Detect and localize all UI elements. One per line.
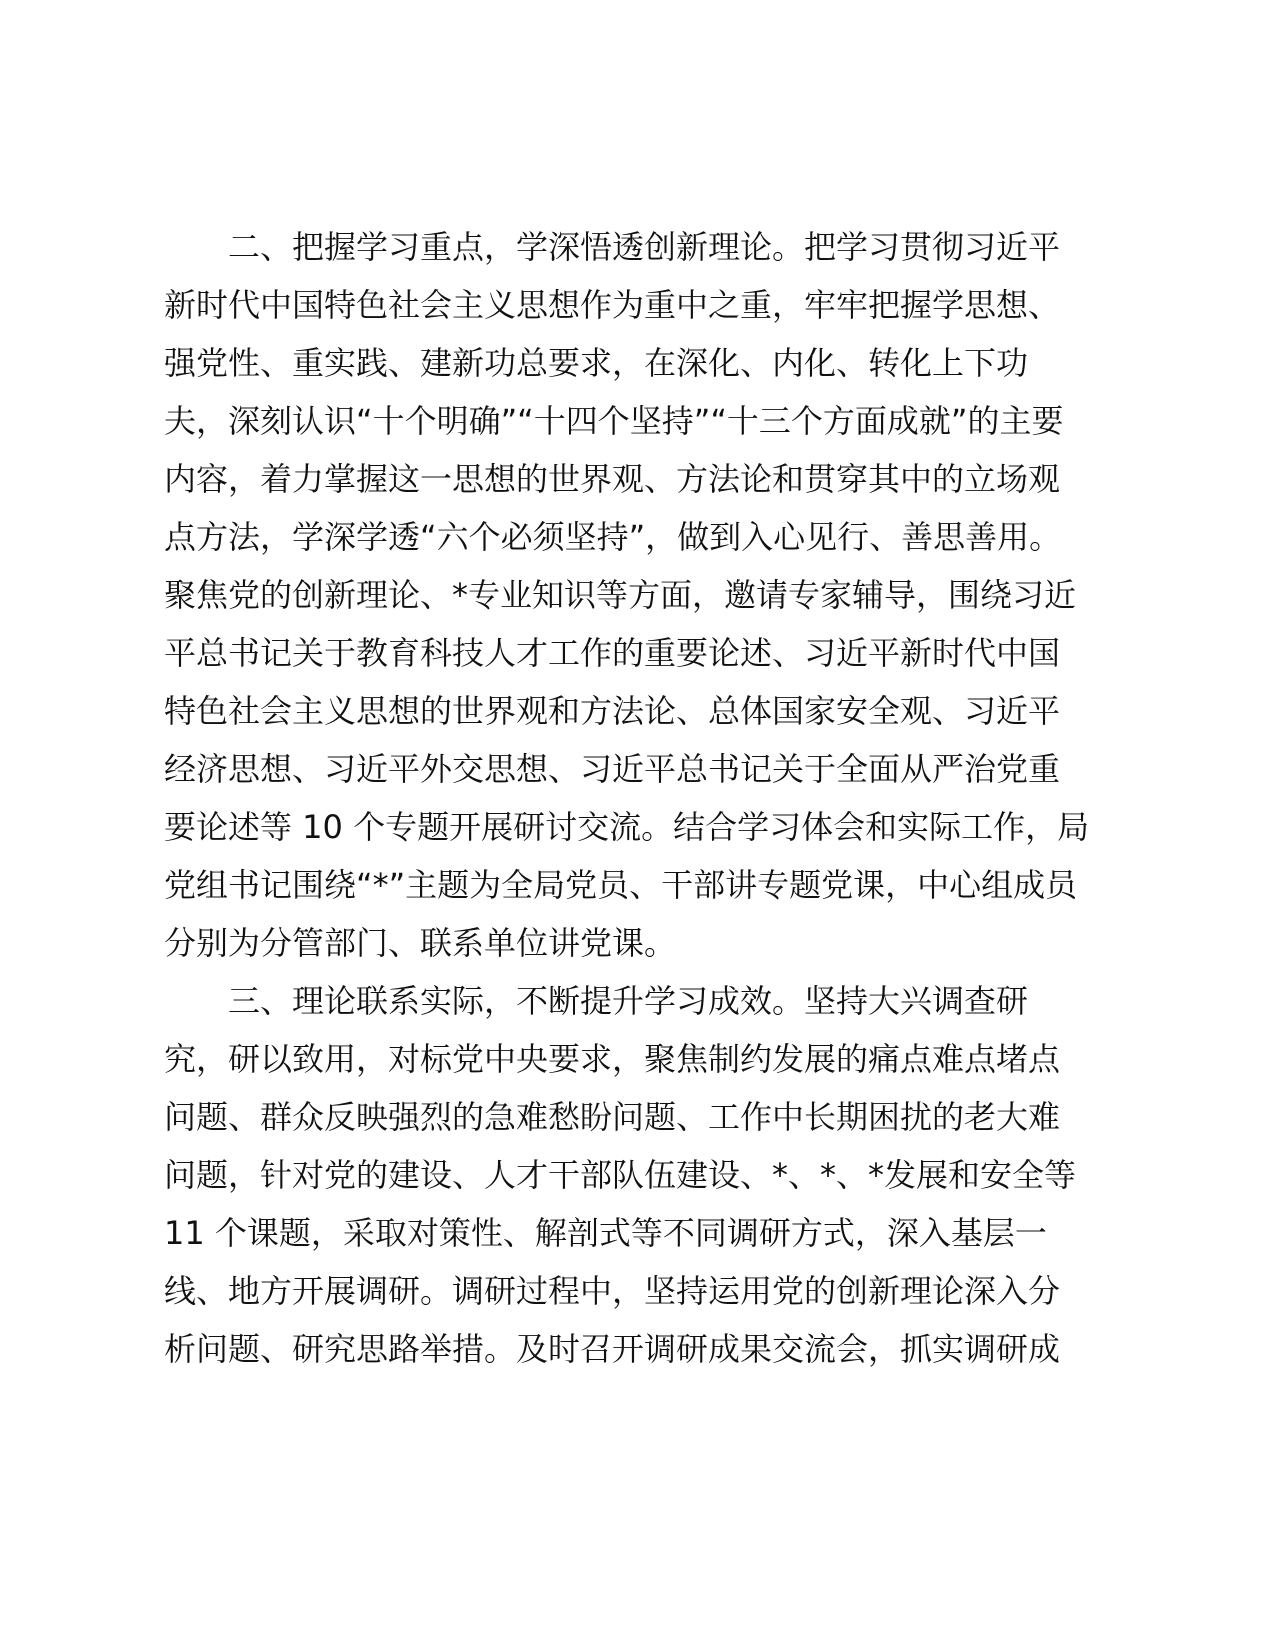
paragraph-line: 平总书记关于教育科技人才工作的重要论述、习近平新时代中国: [164, 634, 1061, 672]
paragraph-line: 析问题、研究思路举措。及时召开调研成果交流会，抓实调研成: [164, 1330, 1061, 1368]
paragraph-line: 问题，针对党的建设、人才干部队伍建设、*、*、*发展和安全等: [164, 1156, 1077, 1194]
paragraph-line: 二、把握学习重点，学深悟透创新理论。把学习贯彻习近平: [228, 228, 1061, 266]
paragraph-line: 究，研以致用，对标党中央要求，聚焦制约发展的痛点难点堵点: [164, 1040, 1061, 1078]
paragraph-line: 经济思想、习近平外交思想、习近平总书记关于全面从严治党重: [164, 750, 1061, 788]
paragraph-line: 分别为分管部门、联系单位讲党课。: [164, 924, 677, 962]
paragraph-line: 三、理论联系实际，不断提升学习成效。坚持大兴调查研: [228, 982, 1029, 1020]
paragraph-line: 特色社会主义思想的世界观和方法论、总体国家安全观、习近平: [164, 692, 1061, 730]
paragraph-line: 问题、群众反映强烈的急难愁盼问题、工作中长期困扰的老大难: [164, 1098, 1061, 1136]
paragraph-study-focus: [164, 218, 1110, 972]
paragraph-line: 强党性、重实践、建新功总要求，在深化、内化、转化上下功: [164, 344, 1029, 382]
paragraph-line: 党组书记围绕“*”主题为全局党员、干部讲专题党课，中心组成员: [164, 866, 1078, 904]
document-body: [164, 218, 1110, 1378]
paragraph-line: 新时代中国特色社会主义思想作为重中之重，牢牢把握学思想、: [164, 286, 1061, 324]
paragraph-line: 内容，着力掌握这一思想的世界观、方法论和贯穿其中的立场观: [164, 460, 1061, 498]
paragraph-line: 夫，深刻认识“十个明确”“十四个坚持”“十三个方面成就”的主要: [164, 402, 1064, 440]
paragraph-line: 11 个课题，采取对策性、解剖式等不同调研方式，深入基层一: [164, 1214, 1047, 1252]
paragraph-line: 点方法，学深学透“六个必须坚持”，做到入心见行、善思善用。: [164, 518, 1062, 556]
paragraph-line: 线、地方开展调研。调研过程中，坚持运用党的创新理论深入分: [164, 1272, 1061, 1310]
paragraph-line: 聚焦党的创新理论、*专业知识等方面，邀请专家辅导，围绕习近: [164, 576, 1077, 614]
paragraph-theory-practice: [164, 972, 1110, 1378]
paragraph-line: 要论述等 10 个专题开展研讨交流。结合学习体会和实际工作，局: [164, 808, 1090, 846]
